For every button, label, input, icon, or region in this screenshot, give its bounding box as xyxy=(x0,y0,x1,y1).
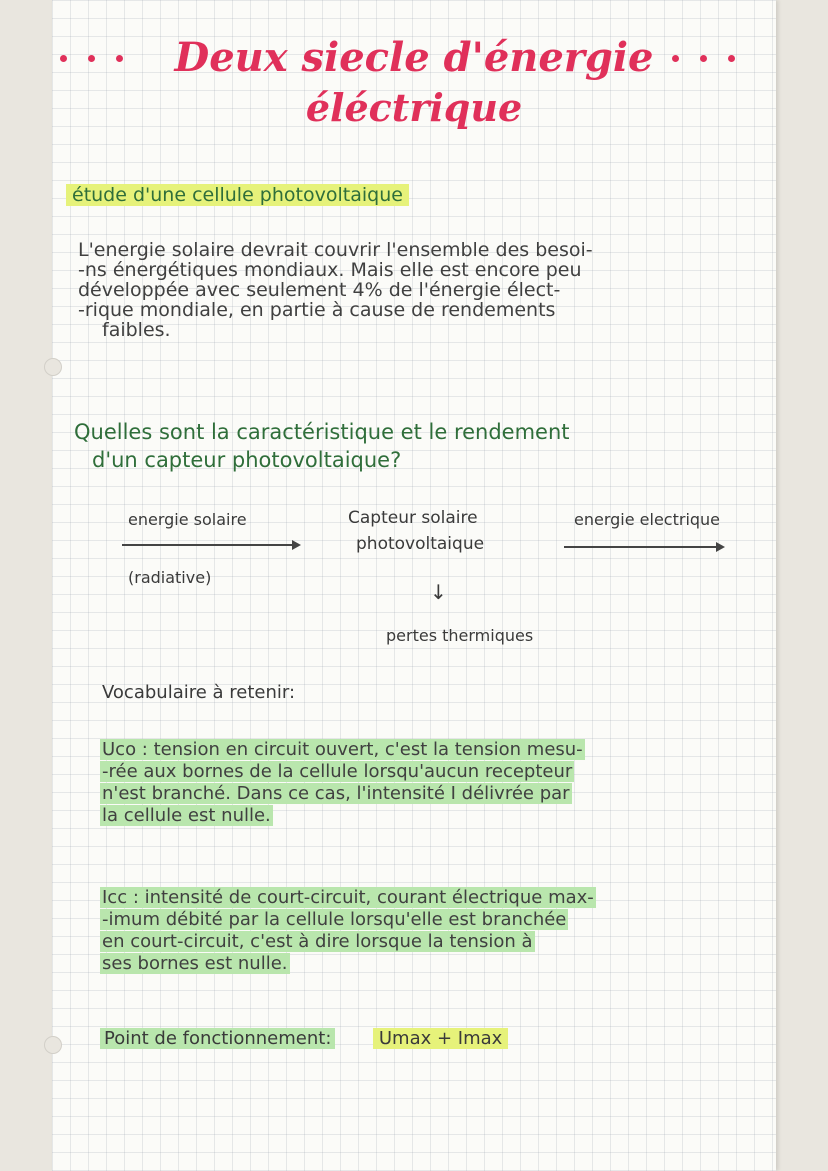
definition-line: Uco : tension en circuit ouvert, c'est la tension mesu- xyxy=(102,739,583,760)
operating-point xyxy=(100,1028,508,1049)
diagram-input-sublabel: (radiative) xyxy=(128,568,212,587)
page-title-line1: Deux siecle d'énergie xyxy=(174,34,654,81)
question-line: d'un capteur photovoltaique? xyxy=(92,448,402,472)
definition-line: en court-circuit, c'est à dire lorsque la tension à xyxy=(102,931,533,952)
arrow-right-icon xyxy=(292,540,301,550)
binder-hole-top xyxy=(44,358,62,376)
definition-line: la cellule est nulle. xyxy=(102,805,271,826)
diagram-input-label: energie solaire xyxy=(128,510,247,529)
diagram-input-arrow xyxy=(122,544,292,546)
section-heading xyxy=(66,184,409,206)
diagram-converter-line2: photovoltaique xyxy=(356,534,485,554)
diagram-output-label: energie electrique xyxy=(574,510,721,529)
definition-line: ses bornes est nulle. xyxy=(102,953,288,974)
diagram-converter-line1: Capteur solaire xyxy=(348,508,478,528)
vocab-heading: Vocabulaire à retenir: xyxy=(102,682,296,703)
definition-line: n'est branché. Dans ce cas, l'intensité I délivrée par xyxy=(102,783,570,804)
intro-paragraph xyxy=(78,240,768,340)
definition-icc xyxy=(100,888,770,976)
question-line: Quelles sont la caractéristique et le rendement xyxy=(74,420,570,444)
intro-line: -ns énergétiques mondiaux. Mais elle est encore peu xyxy=(78,259,582,281)
intro-line: développée avec seulement 4% de l'énergie élect- xyxy=(78,279,561,301)
diagram-loss-label: pertes thermiques xyxy=(386,626,534,645)
definition-line: -imum débité par la cellule lorsqu'elle est branchée xyxy=(102,909,567,930)
definition-line: -rée aux bornes de la cellule lorsqu'aucun recepteur xyxy=(102,761,573,782)
definition-line: Icc : intensité de court-circuit, courant électrique max- xyxy=(102,887,594,908)
page-title-line2: éléctrique xyxy=(305,85,523,130)
section-heading-text: étude d'une cellule photovoltaique xyxy=(66,184,409,206)
intro-line: L'energie solaire devrait couvrir l'ensemble des besoi- xyxy=(78,239,593,261)
operating-point-value: Umax + Imax xyxy=(373,1028,508,1049)
intro-line: -rique mondiale, en partie à cause de rendements xyxy=(78,299,556,321)
notebook-page xyxy=(52,0,776,1171)
diagram-output-arrow xyxy=(564,546,716,548)
binder-hole-bottom xyxy=(44,1036,62,1054)
intro-line: faibles. xyxy=(102,319,171,341)
operating-point-label: Point de fonctionnement: xyxy=(100,1028,335,1049)
arrow-right-icon xyxy=(716,542,725,552)
down-arrow-icon: ↓ xyxy=(430,580,447,604)
definition-uco xyxy=(100,740,770,828)
